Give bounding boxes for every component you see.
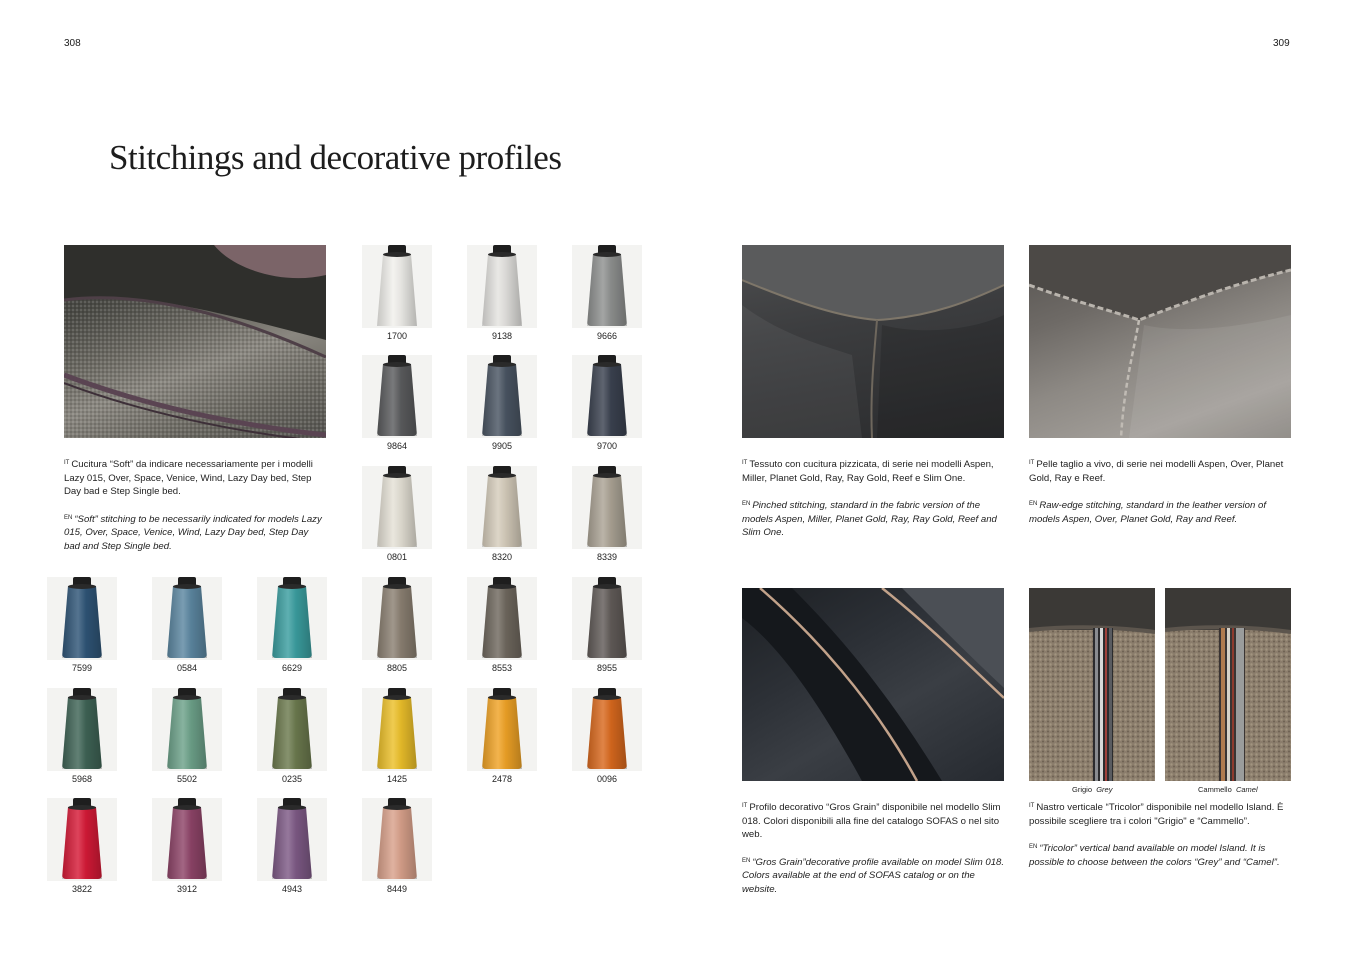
grosgrain-it [742, 800, 1007, 842]
thread-spool [362, 688, 432, 788]
thread-code: 2478 [491, 774, 513, 784]
thread-code: 8553 [491, 663, 513, 673]
pinched-en-text: Pinched stitching, standard in the fabric version of the models Aspen, Miller, Planet Gold, Ray, Ray Gold, Reef and Slim One. [742, 500, 997, 539]
thread-code: 0584 [176, 663, 198, 673]
thread-code: 0235 [281, 774, 303, 784]
caption-camel-en: Camel [1235, 785, 1258, 794]
gros-grain-photo [742, 588, 1004, 781]
thread-spool [362, 245, 432, 345]
thread-spool [152, 688, 222, 788]
tricolor-text [1029, 800, 1291, 882]
thread-code: 0096 [596, 774, 618, 784]
thread-code: 8805 [386, 663, 408, 673]
thread-spool [362, 355, 432, 455]
thread-spool [47, 577, 117, 677]
tricolor-camel-photo [1165, 588, 1291, 781]
tricolor-grey-caption [1072, 785, 1112, 794]
thread-code: 9666 [596, 331, 618, 341]
thread-code: 8955 [596, 663, 618, 673]
raw-edge-photo [1029, 245, 1291, 438]
page-title: Stitchings and decorative profiles [109, 138, 562, 177]
thread-code: 3822 [71, 884, 93, 894]
thread-spool [572, 466, 642, 566]
thread-code: 9864 [386, 441, 408, 451]
thread-spool [47, 688, 117, 788]
lang-en-marker: EN [1029, 501, 1038, 508]
tricolor-grey-photo [1029, 588, 1155, 781]
thread-code: 5502 [176, 774, 198, 784]
rawedge-en-text: Raw-edge stitching, standard in the leather version of models Aspen, Over, Planet Gold, Ray and Reef. [1029, 500, 1266, 525]
thread-spool [572, 355, 642, 455]
lang-en-marker: EN [64, 514, 73, 521]
thread-spool [467, 355, 537, 455]
lang-it-marker: IT [742, 460, 748, 466]
lang-en-marker: EN [1029, 844, 1038, 851]
thread-code: 3912 [176, 884, 198, 894]
soft-stitching-it [64, 457, 326, 499]
pinched-stitching-photo [742, 245, 1004, 438]
thread-code: 1425 [386, 774, 408, 784]
gros-grain-text [742, 800, 1007, 910]
page-number-right: 309 [1273, 38, 1290, 49]
grosgrain-en-text: “Gros Grain”decorative profile available on model Slim 018. Colors available at the end of SOFAS catalog or on the website. [742, 856, 1005, 895]
page-number-left: 308 [64, 38, 81, 49]
lang-it-marker: IT [64, 460, 70, 466]
thread-code: 5968 [71, 774, 93, 784]
tricolor-it [1029, 800, 1291, 828]
pinched-it-text: Tessuto con cucitura pizzicata, di serie nei modelli Aspen, Miller, Planet Gold, Ray, Ray Gold, Reef e Slim One. [742, 459, 994, 484]
thread-spool [572, 688, 642, 788]
thread-spool [467, 688, 537, 788]
caption-grey-it: Grigio [1072, 785, 1093, 794]
thread-spool [257, 688, 327, 788]
pinched-en [742, 498, 1007, 540]
thread-spool [467, 577, 537, 677]
thread-code: 8320 [491, 552, 513, 562]
thread-spool [467, 245, 537, 345]
rawedge-it-text: Pelle taglio a vivo, di serie nei modelli Aspen, Over, Planet Gold, Ray e Reef. [1029, 459, 1284, 484]
lang-it-marker: IT [1029, 803, 1035, 809]
lang-it-marker: IT [742, 803, 748, 809]
thread-spool [47, 798, 117, 898]
pinched-it [742, 457, 1007, 485]
thread-spool [467, 466, 537, 566]
thread-code: 0801 [386, 552, 408, 562]
caption-camel-it: Cammello [1198, 785, 1232, 794]
pinched-stitching-text [742, 457, 1007, 553]
caption-grey-en: Grey [1096, 785, 1113, 794]
grosgrain-en [742, 855, 1007, 897]
thread-spool [152, 577, 222, 677]
thread-code: 9905 [491, 441, 513, 451]
rawedge-it [1029, 457, 1291, 485]
grosgrain-it-text: Profilo decorativo “Gros Grain” disponibile nel modello Slim 018. Colori disponibili alla fine del catalogo SOFAS o nel sito web. [742, 802, 1001, 841]
soft-stitching-photo [64, 245, 326, 438]
raw-edge-text [1029, 457, 1291, 539]
soft-stitching-en [64, 512, 326, 554]
tricolor-camel-caption [1198, 785, 1258, 794]
thread-spool [362, 466, 432, 566]
tricolor-it-text: Nastro verticale “Tricolor” disponibile nel modello Island. È possibile scegliere tra i colori "Grigio" e “Cammello”. [1029, 802, 1284, 827]
thread-spool [152, 798, 222, 898]
thread-spool [572, 577, 642, 677]
thread-code: 6629 [281, 663, 303, 673]
lang-en-marker: EN [742, 501, 751, 508]
soft-it-text: Cucitura “Soft” da indicare necessariamente per i modelli Lazy 015, Over, Space, Venice, Wind, Lazy Day bed, Step Day bad e Step Single bed. [64, 459, 313, 498]
lang-it-marker: IT [1029, 460, 1035, 466]
thread-spool [257, 577, 327, 677]
soft-stitching-text [64, 457, 326, 567]
soft-en-text: “Soft” stitching to be necessarily indicated for models Lazy 015, Over, Space, Venice, Wind, Lazy Day bed, Step Day bad and Step Single bed. [64, 513, 322, 552]
thread-spool [257, 798, 327, 898]
thread-spool [362, 798, 432, 898]
thread-code: 4943 [281, 884, 303, 894]
tricolor-en-text: “Tricolor” vertical band available on model Island. It is possible to choose between the colors “Grey” and “Camel”. [1029, 843, 1280, 868]
thread-spool [362, 577, 432, 677]
thread-code: 7599 [71, 663, 93, 673]
thread-code: 1700 [386, 331, 408, 341]
lang-en-marker: EN [742, 857, 751, 864]
thread-code: 8339 [596, 552, 618, 562]
rawedge-en [1029, 498, 1291, 526]
thread-code: 9138 [491, 331, 513, 341]
thread-code: 8449 [386, 884, 408, 894]
thread-spool [572, 245, 642, 345]
tricolor-en [1029, 841, 1291, 869]
thread-code: 9700 [596, 441, 618, 451]
